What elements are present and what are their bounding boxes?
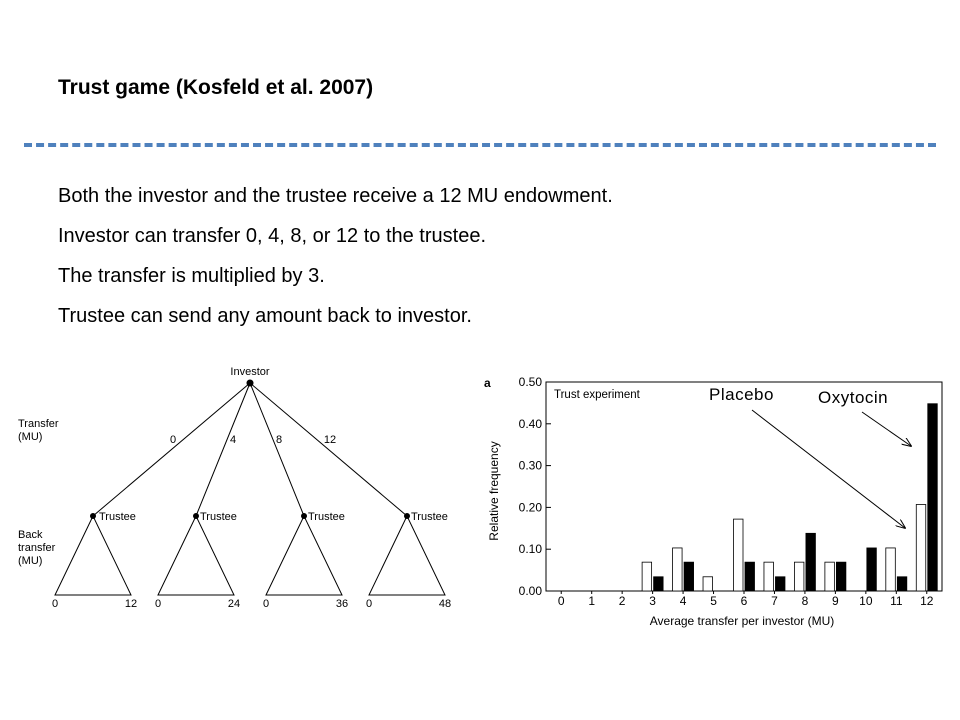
leaf-payoff-label: 24: [227, 598, 241, 610]
trustee-label: Trustee: [411, 511, 448, 523]
y-tick-label: 0.40: [518, 416, 542, 431]
transfer-amount-label: 8: [275, 434, 283, 446]
inset-label: Trust experiment: [554, 389, 640, 401]
transfer-amount-label: 4: [229, 434, 237, 446]
placebo-callout: Placebo: [709, 385, 774, 404]
x-tick-label: 10: [859, 594, 873, 608]
y-tick-label: 0.10: [518, 542, 542, 557]
transfer-axis-label: (MU): [18, 431, 43, 443]
transfer-amount-label: 12: [323, 434, 337, 446]
leaf-payoff-label: 48: [438, 598, 452, 610]
leaf-payoff-label: 0: [154, 598, 162, 610]
leaf-payoff-label: 0: [365, 598, 373, 610]
transfer-axis-label: Transfer: [18, 418, 59, 430]
y-axis-title: Relative frequency: [487, 441, 501, 541]
leaf-payoff-label: 36: [335, 598, 349, 610]
x-tick-label: 4: [679, 594, 687, 608]
oxytocin-arrow: [862, 412, 911, 446]
root-label: Investor: [230, 366, 270, 378]
x-tick-label: 12: [920, 594, 934, 608]
bullet-line: Both the investor and the trustee receive a 12 MU endowment.: [58, 185, 613, 207]
trustee-label: Trustee: [308, 511, 345, 523]
leaf-payoff-label: 0: [262, 598, 270, 610]
bullet-line: The transfer is multiplied by 3.: [58, 265, 325, 287]
y-tick-label: 0.00: [518, 584, 542, 598]
y-tick-label: 0.30: [518, 458, 542, 473]
leaf-payoff-label: 12: [124, 598, 138, 610]
back-axis-label: transfer: [18, 542, 56, 554]
bullet-line: Investor can transfer 0, 4, 8, or 12 to the trustee.: [58, 225, 487, 247]
back-axis-label: (MU): [18, 555, 43, 567]
x-tick-label: 0: [557, 594, 565, 608]
x-tick-label: 5: [710, 594, 717, 608]
slide-title: Trust game (Kosfeld et al. 2007): [58, 76, 374, 99]
x-tick-label: 3: [649, 594, 656, 608]
placebo-arrow: [752, 410, 905, 528]
bullet-line: Trustee can send any amount back to investor.: [58, 305, 472, 327]
trustee-label: Trustee: [99, 511, 136, 523]
x-tick-label: 8: [801, 594, 809, 608]
transfer-amount-label: 0: [169, 434, 177, 446]
y-tick-label: 0.50: [518, 375, 542, 389]
x-tick-label: 9: [832, 594, 839, 608]
back-axis-label: Back: [18, 529, 43, 541]
trustee-label: Trustee: [200, 511, 237, 523]
x-tick-label: 7: [771, 594, 778, 608]
oxytocin-callout: Oxytocin: [818, 388, 889, 407]
leaf-payoff-label: 0: [51, 598, 59, 610]
y-tick-label: 0.20: [518, 500, 542, 515]
panel-label: a: [484, 376, 491, 390]
x-tick-label: 6: [740, 594, 748, 608]
x-tick-label: 1: [588, 594, 596, 608]
x-axis-title: Average transfer per investor (MU): [649, 614, 835, 628]
x-tick-label: 11: [890, 594, 903, 608]
x-tick-label: 2: [618, 594, 626, 608]
